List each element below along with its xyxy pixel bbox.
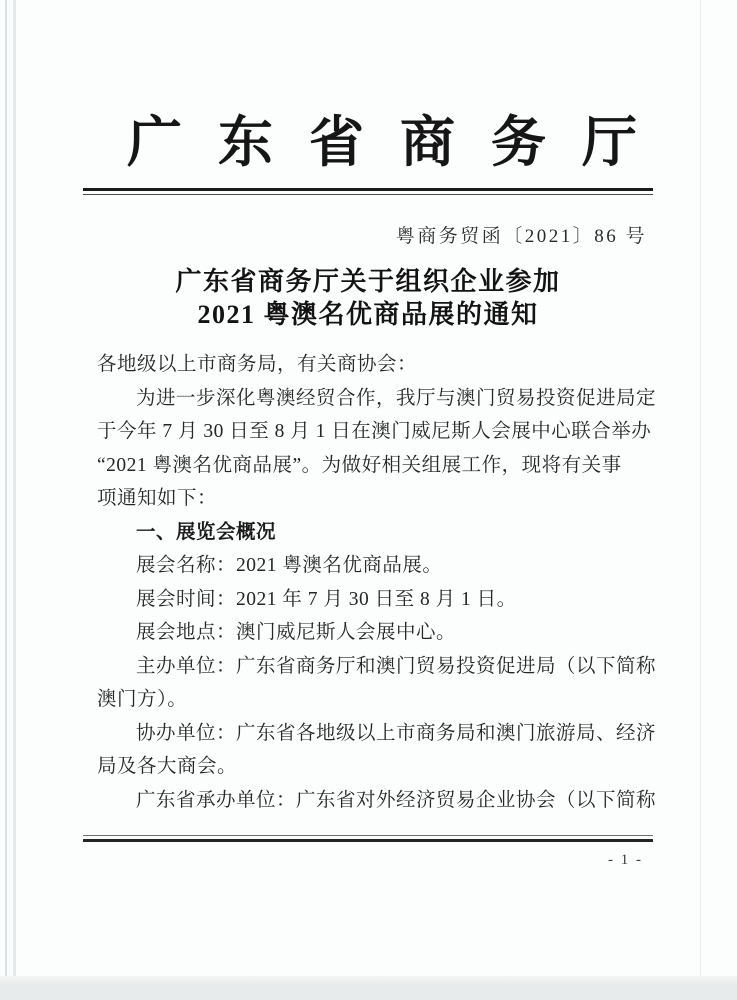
footer-rule-thin: [83, 835, 653, 836]
body-line: 为进一步深化粤澳经贸合作，我厅与澳门贸易投资促进局定: [136, 387, 657, 409]
body-line: 项通知如下：: [97, 488, 218, 509]
body-line-salutation: 各地级以上市商务局，有关商协会：: [97, 354, 418, 375]
scan-bottom-strip: [0, 976, 737, 1000]
footer-rule-thick: [83, 839, 653, 842]
body-line: 协办单位：广东省各地级以上市商务局和澳门旅游局、经济: [136, 722, 657, 744]
masthead-rule-thin: [83, 194, 653, 195]
body-line: 广东省承办单位：广东省对外经济贸易企业协会（以下简称: [136, 789, 657, 811]
scan-left-edge-line-inner: [13, 0, 16, 1000]
body-line: “2021 粤澳名优商品展”。为做好相关组展工作，现将有关事: [97, 454, 622, 476]
scan-left-edge-line-outer: [5, 0, 7, 1000]
body-line: 主办单位：广东省商务厅和澳门贸易投资促进局（以下简称: [136, 655, 657, 677]
document-title: [83, 265, 653, 331]
scan-right-edge-line: [700, 0, 701, 1000]
body-section-heading: 一、展览会概况: [136, 521, 277, 543]
page-number: - 1 -: [608, 852, 643, 868]
document-title-line-1: 广东省商务厅关于组织企业参加: [175, 267, 561, 296]
masthead-rule-thick: [83, 188, 653, 191]
document-title-line-2: 2021 粤澳名优商品展的通知: [197, 300, 539, 329]
body-line: 展会时间：2021 年 7 月 30 日至 8 月 1 日。: [136, 588, 517, 610]
agency-masthead-title: 广东省商务厅: [127, 112, 674, 173]
body-line: 展会名称：2021 粤澳名优商品展。: [136, 555, 443, 576]
document-body: [97, 348, 657, 817]
body-line: 展会地点：澳门威尼斯人会展中心。: [136, 622, 457, 643]
body-line: 澳门方）。: [97, 689, 188, 710]
body-line: 局及各大商会。: [97, 756, 238, 777]
body-line: 于今年 7 月 30 日至 8 月 1 日在澳门威尼斯人会展中心联合举办: [97, 421, 652, 442]
document-reference-number: 粤商务贸函〔2021〕86 号: [395, 226, 647, 247]
